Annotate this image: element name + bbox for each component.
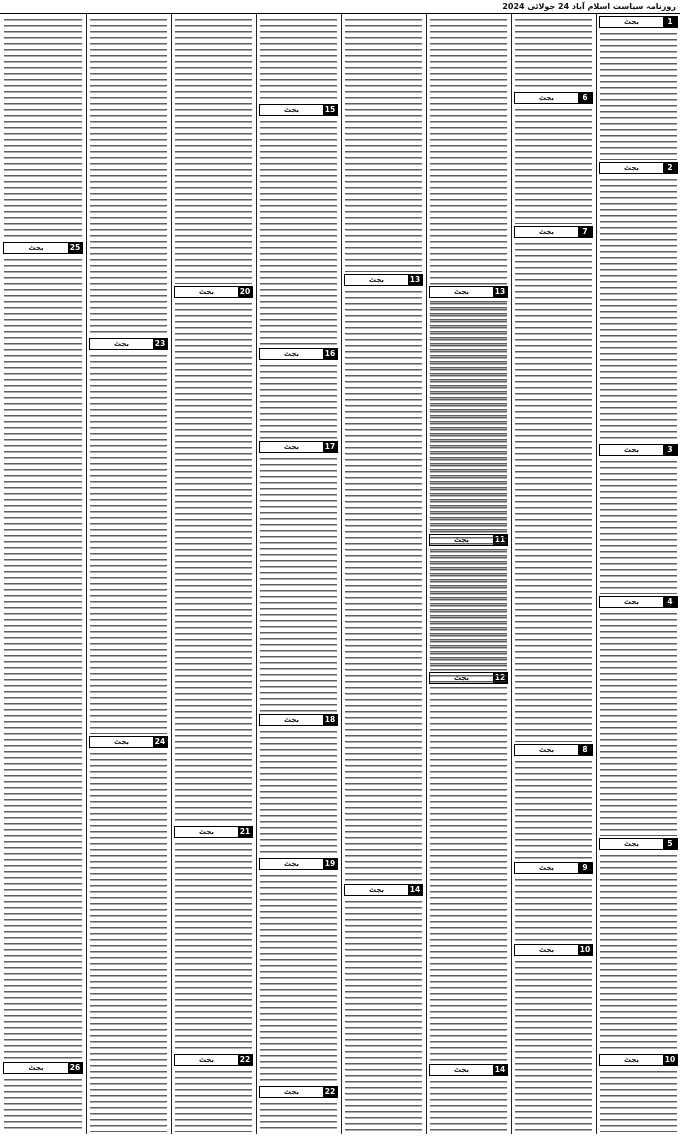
news-number: 10 bbox=[664, 1055, 676, 1064]
news-number: 16 bbox=[324, 349, 336, 358]
article-text bbox=[342, 898, 425, 1132]
section-label: بجٹ bbox=[283, 860, 300, 868]
masthead-line: روزنامہ سیاست اسلام آباد 24 جولائی 2024 bbox=[502, 2, 676, 11]
section-label: بجٹ bbox=[283, 1088, 300, 1096]
news-number: 18 bbox=[324, 715, 336, 724]
news-heading-4 bbox=[599, 596, 678, 608]
news-number: 25 bbox=[69, 243, 81, 252]
article-text bbox=[87, 352, 170, 734]
article-text bbox=[257, 872, 340, 1084]
news-heading-18 bbox=[259, 714, 338, 726]
column-2 bbox=[511, 14, 595, 1134]
news-heading-22 bbox=[174, 1054, 253, 1066]
article-text bbox=[257, 728, 340, 856]
article-text bbox=[597, 1068, 680, 1132]
article-text bbox=[257, 16, 340, 102]
article-text bbox=[512, 16, 595, 90]
news-heading-10 bbox=[514, 944, 593, 956]
article-text bbox=[597, 176, 680, 442]
news-number: 14 bbox=[409, 885, 421, 894]
article-text bbox=[512, 106, 595, 224]
section-label: بجٹ bbox=[28, 244, 44, 252]
section-label: بجٹ bbox=[453, 536, 470, 544]
section-label: بجٹ bbox=[283, 106, 300, 114]
article-text bbox=[342, 288, 425, 882]
news-number: 22 bbox=[239, 1055, 251, 1064]
news-heading-5 bbox=[599, 838, 678, 850]
news-heading-3 bbox=[599, 444, 678, 456]
article-text bbox=[427, 1078, 510, 1132]
news-number: 1 bbox=[663, 17, 677, 27]
section-label: بجٹ bbox=[198, 288, 215, 296]
news-number: 7 bbox=[578, 227, 592, 237]
news-number: 13 bbox=[409, 275, 421, 284]
article-text bbox=[1, 1076, 85, 1132]
section-label: بجٹ bbox=[538, 746, 555, 754]
news-number: 15 bbox=[324, 105, 336, 114]
article-text bbox=[597, 458, 680, 594]
news-number: 17 bbox=[324, 442, 336, 451]
section-label: بجٹ bbox=[198, 1056, 215, 1064]
news-number: 11 bbox=[494, 535, 506, 544]
news-heading-13 bbox=[429, 286, 508, 298]
section-label: بجٹ bbox=[368, 276, 385, 284]
news-number: 6 bbox=[578, 93, 592, 103]
article-text bbox=[512, 240, 595, 742]
section-label: بجٹ bbox=[453, 674, 470, 682]
news-heading-15 bbox=[259, 104, 338, 116]
section-label: بجٹ bbox=[283, 443, 300, 451]
masthead bbox=[0, 0, 680, 14]
section-label: بجٹ bbox=[623, 164, 640, 172]
column-5 bbox=[256, 14, 340, 1134]
news-number: 24 bbox=[154, 737, 166, 746]
news-number: 14 bbox=[494, 1065, 506, 1074]
section-label: بجٹ bbox=[538, 228, 555, 236]
article-text bbox=[172, 300, 255, 824]
news-number: 4 bbox=[663, 597, 677, 607]
article-text bbox=[172, 1068, 255, 1132]
article-text bbox=[512, 958, 595, 1132]
column-4 bbox=[341, 14, 425, 1134]
article-text bbox=[257, 1100, 340, 1132]
news-number: 13 bbox=[494, 287, 506, 296]
section-label: بجٹ bbox=[538, 946, 555, 954]
article-text bbox=[427, 300, 510, 1062]
article-text bbox=[172, 840, 255, 1052]
section-label: بجٹ bbox=[623, 598, 640, 606]
news-heading-14 bbox=[344, 884, 423, 896]
news-heading-14 bbox=[429, 1064, 508, 1076]
column-8 bbox=[1, 14, 85, 1134]
article-text bbox=[172, 16, 255, 284]
news-number: 26 bbox=[69, 1063, 81, 1072]
section-label: بجٹ bbox=[198, 828, 215, 836]
news-heading-9 bbox=[514, 862, 593, 874]
news-number: 10 bbox=[579, 945, 591, 954]
section-label: بجٹ bbox=[453, 1066, 470, 1074]
section-label: بجٹ bbox=[28, 1064, 44, 1072]
section-label: بجٹ bbox=[538, 94, 555, 102]
news-number: 8 bbox=[578, 745, 592, 755]
article-text bbox=[342, 16, 425, 272]
news-number: 20 bbox=[239, 287, 251, 296]
article-text bbox=[597, 30, 680, 160]
news-heading-13 bbox=[344, 274, 423, 286]
news-number: 22 bbox=[324, 1087, 336, 1096]
news-heading-10 bbox=[599, 1054, 678, 1066]
news-number: 3 bbox=[663, 445, 677, 455]
section-label: بجٹ bbox=[623, 1056, 640, 1064]
news-heading-1 bbox=[599, 16, 678, 28]
news-heading-20 bbox=[174, 286, 253, 298]
article-text bbox=[597, 610, 680, 836]
news-heading-25 bbox=[3, 242, 83, 254]
news-heading-23 bbox=[89, 338, 168, 350]
news-number: 23 bbox=[154, 339, 166, 348]
section-label: بجٹ bbox=[113, 738, 130, 746]
news-number: 21 bbox=[239, 827, 251, 836]
news-heading-26 bbox=[3, 1062, 83, 1074]
section-label: بجٹ bbox=[623, 840, 640, 848]
news-number: 2 bbox=[663, 163, 677, 173]
news-number: 12 bbox=[494, 673, 506, 682]
section-label: بجٹ bbox=[283, 350, 300, 358]
article-text bbox=[512, 876, 595, 942]
section-label: بجٹ bbox=[623, 446, 640, 454]
news-heading-22 bbox=[259, 1086, 338, 1098]
article-text bbox=[257, 362, 340, 439]
section-label: بجٹ bbox=[368, 886, 385, 894]
news-heading-21 bbox=[174, 826, 253, 838]
news-heading-8 bbox=[514, 744, 593, 756]
column-1 bbox=[596, 14, 680, 1134]
news-heading-6 bbox=[514, 92, 593, 104]
article-text bbox=[512, 758, 595, 860]
article-text bbox=[257, 118, 340, 346]
news-number: 9 bbox=[578, 863, 592, 873]
section-label: بجٹ bbox=[623, 18, 640, 26]
article-text bbox=[257, 455, 340, 712]
column-7 bbox=[86, 14, 170, 1134]
column-6 bbox=[171, 14, 255, 1134]
article-text bbox=[1, 256, 85, 1060]
column-3 bbox=[426, 14, 510, 1134]
news-heading-17 bbox=[259, 441, 338, 453]
section-label: بجٹ bbox=[453, 288, 470, 296]
section-label: بجٹ bbox=[113, 340, 130, 348]
article-text bbox=[1, 16, 85, 240]
news-heading-2 bbox=[599, 162, 678, 174]
article-text bbox=[597, 852, 680, 1052]
section-label: بجٹ bbox=[538, 864, 555, 872]
article-text bbox=[87, 750, 170, 1132]
news-heading-24 bbox=[89, 736, 168, 748]
news-heading-7 bbox=[514, 226, 593, 238]
news-number: 19 bbox=[324, 859, 336, 868]
article-text bbox=[87, 16, 170, 336]
news-heading-19 bbox=[259, 858, 338, 870]
section-label: بجٹ bbox=[283, 716, 300, 724]
news-heading-16 bbox=[259, 348, 338, 360]
news-number: 5 bbox=[663, 839, 677, 849]
